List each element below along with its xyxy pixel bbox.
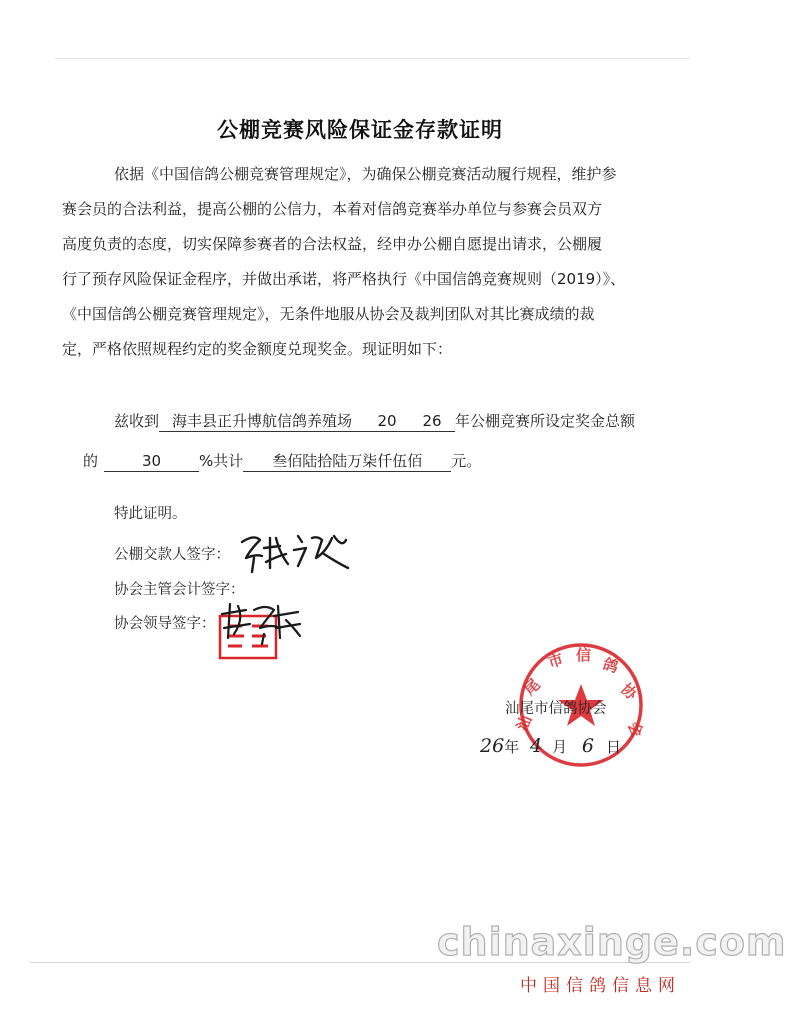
percent-field: 30 [104,451,199,472]
date-month-label: 月 [552,738,568,756]
body-line-4: 行了预存风险保证金程序，并做出承诺，将严格执行《中国信鸽竞赛规则（2019）》、 [62,270,626,288]
svg-text:鸽: 鸽 [600,654,621,677]
svg-text:汕: 汕 [513,712,536,734]
date-day-label: 日 [605,738,621,756]
year-prefix-field: 20 [365,411,409,432]
leader-signature-label: 协会领导签字： [114,616,216,632]
date-year-label: 年 [504,738,520,756]
amount-field: 叁佰陆拾陆万柒仟伍佰 [243,451,451,472]
issue-date [480,735,621,757]
svg-text:会: 会 [624,719,647,740]
leader-signature-image [216,598,306,648]
payer-signature-label: 公棚交款人签字： [114,547,230,563]
body-paragraph [62,157,634,367]
svg-text:市: 市 [545,650,566,672]
body-line-1: 依据《中国信鸽公棚竞赛管理规定》，为确保公棚竞赛活动履行规程，维护参 [114,165,617,183]
unit-text: 元。 [451,452,482,470]
body-line-5: 《中国信鸽公棚竞赛管理规定》，无条件地服从协会及裁判团队对其比赛成绩的裁 [62,305,595,323]
date-month-handwritten: 4 [529,735,543,757]
of-text: 的 [83,452,99,470]
receipt-prefix: 兹收到 [114,412,160,430]
date-day-handwritten: 6 [581,735,594,757]
date-year-handwritten: 26 [480,735,505,757]
year-suffix-field: 26 [409,411,455,432]
page-top-rule [55,58,690,59]
document-title: 公棚竞赛风险保证金存款证明 [217,118,503,142]
percent-suffix: %共计 [199,452,244,470]
body-line-3: 高度负责的态度，切实保障参赛者的合法权益，经申办公棚自愿提出请求，公棚履 [62,235,603,253]
svg-text:协: 协 [617,679,641,704]
body-line-6: 定，严格依照规程约定的奖金额度兑现奖金。现证明如下： [62,340,453,358]
watermark-url: chinaxinge.com [437,920,787,964]
loft-name-field: 海丰县正升博航信鸽养殖场 [159,411,365,432]
body-line-2: 赛会员的合法利益，提高公棚的公信力，本着对信鸽竞赛举办单位与参赛会员双方 [62,200,603,218]
svg-text:信: 信 [576,646,592,664]
issuer-name: 汕尾市信鸽协会 [505,701,607,717]
accountant-signature-label: 协会主管会计签字： [114,582,245,598]
closing-text: 特此证明。 [114,506,187,522]
watermark-site-name: 中国信鸽信息网 [520,976,681,996]
after-year-text: 年公棚竞赛所设定奖金总额 [455,412,636,430]
receipt-line-2 [83,450,481,472]
payer-signature-image [236,528,356,576]
svg-text:尾: 尾 [520,675,544,699]
receipt-line-1 [114,410,635,432]
